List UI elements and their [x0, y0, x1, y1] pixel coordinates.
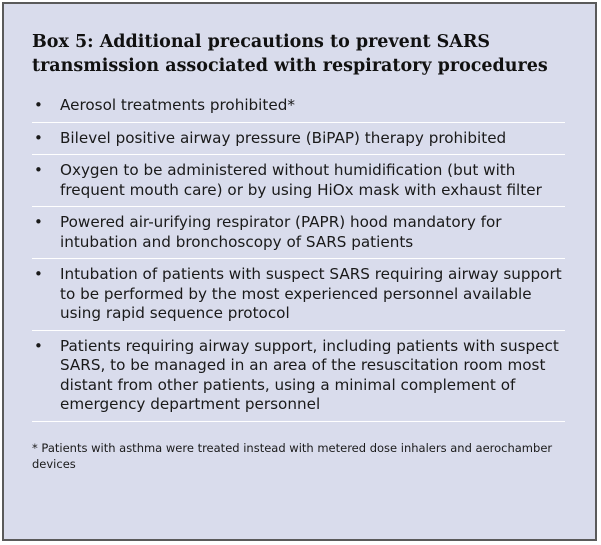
- bullet-icon: •: [34, 161, 43, 179]
- list-item-text: Intubation of patients with suspect SARS requiring airway support to be performed by the most experienced personnel available using rapid sequence protocol: [60, 265, 562, 322]
- list-item: [32, 207, 565, 259]
- bullet-icon: •: [34, 128, 43, 147]
- list-item-text: Oxygen to be administered without humidification (but with frequent mouth care) or by using HiOx mask with exhaust filter: [60, 161, 542, 199]
- list-item-text: Bilevel positive airway pressure (BiPAP) therapy prohibited: [60, 128, 507, 147]
- list-item-text: Aerosol treatments prohibited*: [60, 96, 295, 114]
- list-item: [32, 90, 565, 123]
- list-item-text: Powered air-urifying respirator (PAPR) hood mandatory for intubation and bronchoscopy of SARS patients: [60, 213, 502, 251]
- bullet-icon: •: [34, 336, 43, 355]
- bullet-icon: •: [34, 96, 43, 114]
- list-item-text: Patients requiring airway support, including patients with suspect SARS, to be managed in an area of the resuscitation room most distant from other patients, using a minimal complement of emergency department personnel: [60, 336, 559, 413]
- bullet-icon: •: [34, 265, 43, 283]
- box-title-line-1: Box 5: Additional precautions to prevent SARS: [32, 32, 491, 52]
- list-item: [32, 331, 565, 422]
- bullet-icon: •: [34, 213, 43, 231]
- footnote: * Patients with asthma were treated instead with metered dose inhalers and aerochamber devices: [32, 440, 553, 471]
- list-item: [32, 123, 565, 156]
- precautions-list: [32, 90, 565, 422]
- list-item: [32, 155, 565, 207]
- box-title: [32, 30, 565, 78]
- list-item: [32, 259, 565, 331]
- precautions-box: [2, 2, 597, 541]
- box-title-line-2: transmission associated with respiratory procedures: [32, 56, 548, 76]
